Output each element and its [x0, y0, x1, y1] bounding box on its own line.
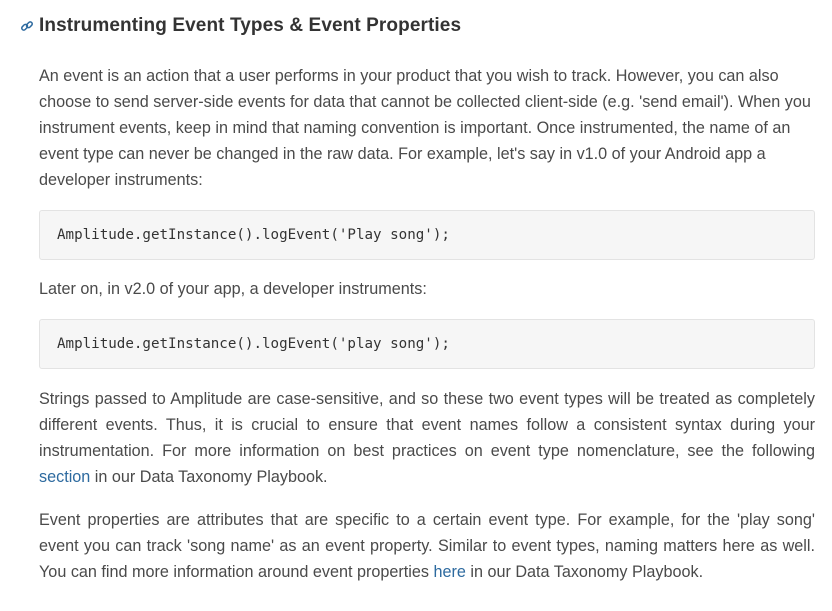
case-sensitivity-paragraph-block	[39, 386, 815, 490]
case-sensitivity-paragraph	[39, 386, 815, 490]
section-heading	[20, 15, 461, 37]
code-block-play-song: Amplitude.getInstance().logEvent('Play song');	[39, 210, 815, 260]
later-paragraph-block	[39, 276, 815, 302]
event-properties-paragraph	[39, 507, 815, 585]
code-block-1-wrapper	[39, 210, 815, 260]
event-properties-paragraph-block	[39, 507, 815, 585]
link-icon[interactable]	[20, 19, 34, 33]
intro-paragraph-block	[39, 63, 815, 193]
case-sensitivity-text: Strings passed to Amplitude are case-sensitive, and so these two event types will be treated as completely different events. Thus, it is crucial to ensure that event names follow a consistent syntax during your instrumentation. For more information on best practices on event type nomenclature, see the following	[39, 390, 815, 460]
event-properties-text-end: in our Data Taxonomy Playbook.	[465, 563, 704, 581]
later-paragraph: Later on, in v2.0 of your app, a developer instruments:	[39, 280, 427, 298]
here-link[interactable]: here	[433, 563, 466, 581]
event-properties-text: Event properties are attributes that are specific to a certain event type. For example, for the 'play song' event you can track 'song name' as an event property. Similar to event types, naming matters here as well. You can find more information around event properties	[39, 511, 815, 581]
section-link[interactable]: section	[39, 468, 91, 486]
code-block-play-song-lowercase: Amplitude.getInstance().logEvent('play song');	[39, 319, 815, 369]
code-block-2-wrapper	[39, 319, 815, 369]
case-sensitivity-text-end: in our Data Taxonomy Playbook.	[90, 468, 328, 486]
section-title: Instrumenting Event Types & Event Properties	[39, 15, 462, 36]
intro-paragraph: An event is an action that a user performs in your product that you wish to track. However, you can also choose to send server-side events for data that cannot be collected client-side (e.g. 'send email'). When you instrument events, keep in mind that naming convention is important. Once instrumented, the name of an event type can never be changed in the raw data. For example, let's say in v1.0 of your Android app a developer instruments:	[39, 67, 811, 189]
